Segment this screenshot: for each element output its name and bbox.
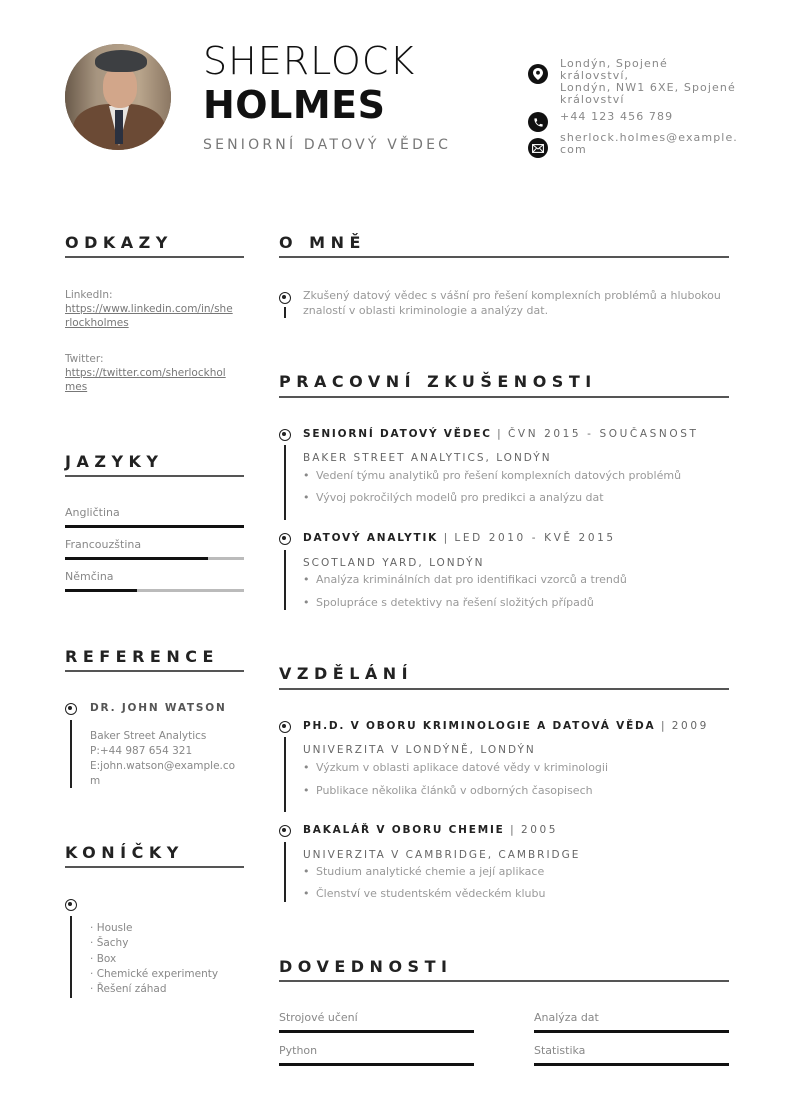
education-bullet: • Členství ve studentském vědeckém klubu <box>303 887 546 900</box>
links-rule <box>65 256 244 258</box>
language-name: Němčina <box>65 570 114 583</box>
language-bar-fill <box>65 557 208 560</box>
education-rule <box>279 688 729 690</box>
skills-rule <box>279 980 729 982</box>
hobbies-rule <box>65 866 244 868</box>
email-line-1[interactable]: sherlock.holmes@example. <box>560 131 738 144</box>
contact-address <box>528 58 738 106</box>
language-name: Angličtina <box>65 506 120 519</box>
timeline-dot-icon <box>65 899 77 911</box>
reference-company: Baker Street Analytics <box>90 730 207 742</box>
experience-bullet: • Analýza kriminálních dat pro identifikaci vzorců a trendů <box>303 573 627 586</box>
language-bar-fill <box>65 589 137 592</box>
skill-name: Analýza dat <box>534 1011 599 1024</box>
hobbies-list <box>90 921 218 997</box>
timeline-line <box>70 916 72 998</box>
experience-bullet: • Vývoj pokročilých modelů pro predikci a analýzu dat <box>303 491 604 504</box>
skill-bar <box>534 1030 729 1033</box>
skill-bar <box>534 1063 729 1066</box>
education-title: VZDĚLÁNÍ <box>279 664 414 683</box>
experience-company: SCOTLAND YARD, LONDÝN <box>303 557 485 569</box>
timeline-dot-icon <box>65 703 77 715</box>
skill-name: Strojové učení <box>279 1011 358 1024</box>
about-rule <box>279 256 729 258</box>
experience-rule <box>279 396 729 398</box>
languages-title: JAZYKY <box>65 452 164 471</box>
experience-bullet: • Vedení týmu analytiků pro řešení komplexních datových problémů <box>303 469 682 482</box>
education-bullet: • Publikace několika článků v odborných časopisech <box>303 784 593 797</box>
reference-email-2: m <box>90 775 101 787</box>
reference-details <box>90 729 250 789</box>
skills-title: DOVEDNOSTI <box>279 957 453 976</box>
timeline-dot-icon <box>279 429 291 441</box>
language-bar-fill <box>65 525 244 528</box>
link-twitter <box>65 352 247 394</box>
phone-icon <box>528 112 548 132</box>
twitter-label: Twitter: <box>65 353 104 365</box>
education-bullet: • Studium analytické chemie a její aplikace <box>303 865 545 878</box>
envelope-icon <box>528 138 548 158</box>
address-line-3: království <box>560 93 625 106</box>
language-bar <box>65 557 244 560</box>
timeline-dot-icon <box>279 721 291 733</box>
location-pin-icon <box>528 64 548 84</box>
timeline-line <box>284 550 286 610</box>
timeline-line <box>284 445 286 520</box>
linkedin-url-2[interactable]: rlockholmes <box>65 317 129 329</box>
education-heading: PH.D. V OBORU KRIMINOLOGIE A DATOVÁ VĚDA | 2009 <box>303 720 709 732</box>
timeline-dot-icon <box>279 533 291 545</box>
hobby-item: · Řešení záhad <box>90 983 167 996</box>
experience-company: BAKER STREET ANALYTICS, LONDÝN <box>303 452 552 464</box>
link-linkedin <box>65 288 247 330</box>
languages-rule <box>65 475 244 477</box>
twitter-url-2[interactable]: mes <box>65 381 88 393</box>
experience-heading: DATOVÝ ANALYTIK | LED 2010 - KVĚ 2015 <box>303 532 616 544</box>
timeline-line <box>284 842 286 902</box>
twitter-url-1[interactable]: https://twitter.com/sherlockhol <box>65 367 226 379</box>
links-title: ODKAZY <box>65 233 173 252</box>
contact-phone <box>528 106 738 132</box>
hobby-item: · Box <box>90 952 117 965</box>
job-title: SENIORNÍ DATOVÝ VĚDEC <box>203 137 452 153</box>
profile-photo <box>65 44 171 150</box>
timeline-dot-icon <box>279 292 291 304</box>
language-bar <box>65 589 244 592</box>
education-school: UNIVERZITA V LONDÝNĚ, LONDÝN <box>303 744 536 756</box>
skill-bar <box>279 1030 474 1033</box>
timeline-line <box>284 307 286 318</box>
reference-email-1: E:john.watson@example.co <box>90 760 236 772</box>
references-title: REFERENCE <box>65 647 219 666</box>
phone-number: +44 123 456 789 <box>560 110 674 123</box>
experience-bullet: • Spolupráce s detektivy na řešení složitých případů <box>303 596 594 609</box>
education-bullet: • Výzkum v oblasti aplikace datové vědy v kriminologii <box>303 761 609 774</box>
address-line-1: Londýn, Spojené království, <box>560 57 668 82</box>
skill-name: Python <box>279 1044 318 1057</box>
contact-email <box>528 132 738 158</box>
hobby-item: · Chemické experimenty <box>90 967 219 980</box>
hobby-item: · Housle <box>90 922 133 934</box>
references-rule <box>65 670 244 672</box>
language-name: Francouzština <box>65 538 142 551</box>
first-name: SHERLOCK <box>203 39 416 83</box>
experience-heading: SENIORNÍ DATOVÝ VĚDEC | ČVN 2015 - SOUČASNOST <box>303 428 699 440</box>
timeline-line <box>70 720 72 788</box>
email-line-2[interactable]: com <box>560 143 587 156</box>
last-name: HOLMES <box>203 83 386 127</box>
education-school: UNIVERZITA V CAMBRIDGE, CAMBRIDGE <box>303 849 581 861</box>
about-text: Zkušený datový vědec s vášní pro řešení komplexních problémů a hlubokou znalostí v oblasti kriminologie a analýzy dat. <box>303 289 721 317</box>
skill-name: Statistika <box>534 1044 586 1057</box>
hobby-item: · Šachy <box>90 937 129 950</box>
skill-bar <box>279 1063 474 1066</box>
linkedin-label: LinkedIn: <box>65 289 113 301</box>
linkedin-url-1[interactable]: https://www.linkedin.com/in/she <box>65 303 233 315</box>
timeline-dot-icon <box>279 825 291 837</box>
about-title: O MNĚ <box>279 233 366 252</box>
reference-name: DR. JOHN WATSON <box>90 702 227 714</box>
language-bar <box>65 525 244 528</box>
hobbies-title: KONÍČKY <box>65 843 184 862</box>
experience-title: PRACOVNÍ ZKUŠENOSTI <box>279 372 597 391</box>
reference-phone: P:+44 987 654 321 <box>90 745 193 757</box>
address-line-2: Londýn, NW1 6XE, Spojené <box>560 81 736 94</box>
education-heading: BAKALÁŘ V OBORU CHEMIE | 2005 <box>303 824 559 836</box>
timeline-line <box>284 737 286 812</box>
